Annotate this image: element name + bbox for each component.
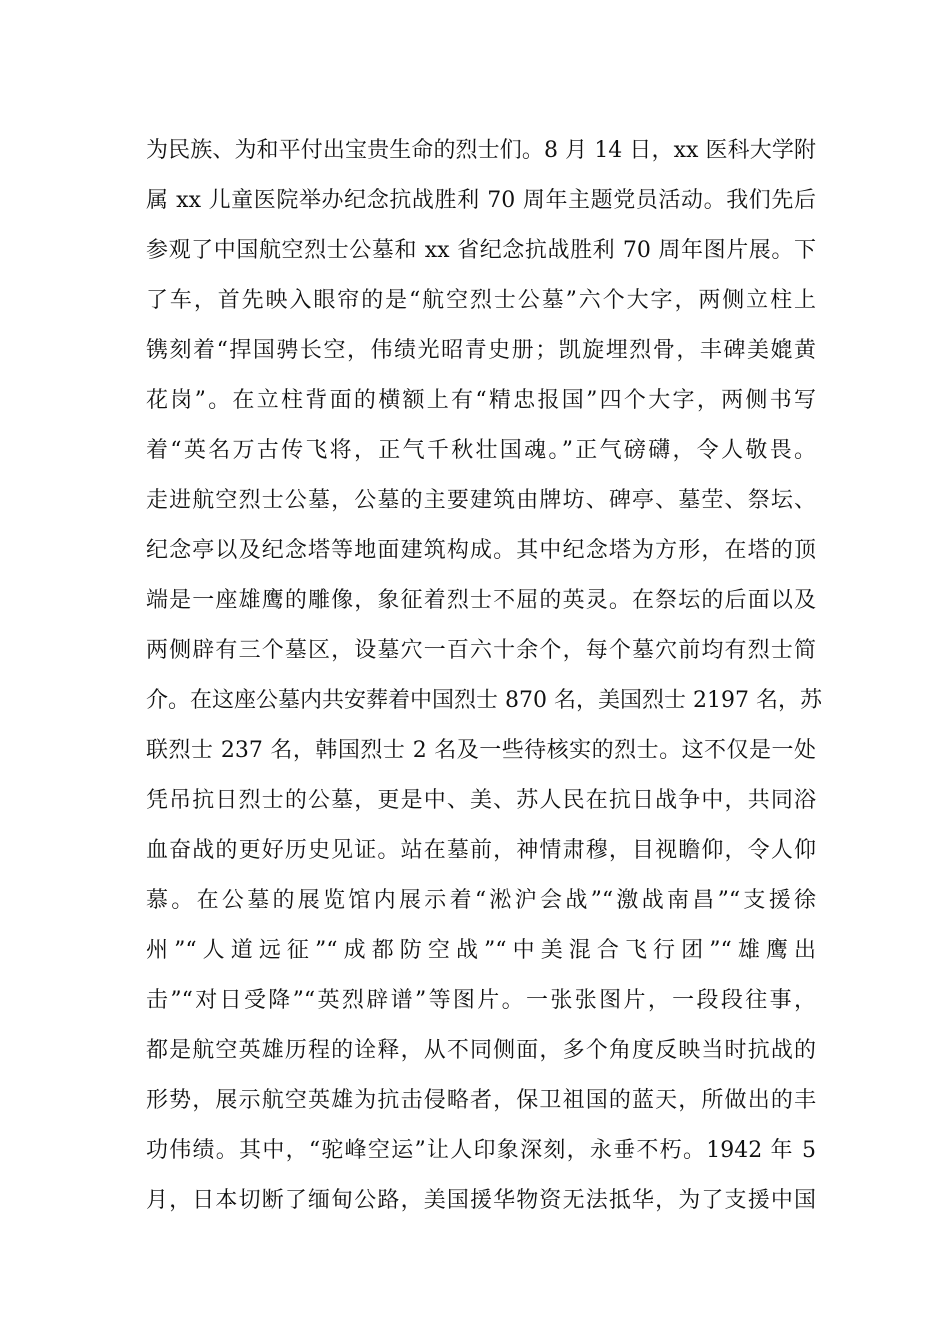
text-line: 着“英名万古传飞将，正气千秋壮国魂。”正气磅礴，令人敬畏。: [146, 438, 816, 463]
text-line: 两侧辟有三个墓区，设墓穴一百六十余个，每个墓穴前均有烈士简: [146, 638, 816, 663]
text-line: 州”“人道远征”“成都防空战”“中美混合飞行团”“雄鹰出: [146, 938, 816, 963]
text-line: 凭吊抗日烈士的公墓，更是中、美、苏人民在抗日战争中，共同浴: [146, 788, 816, 813]
text-line: 属 xx 儿童医院举办纪念抗战胜利 70 周年主题党员活动。我们先后: [146, 188, 816, 213]
text-line: 为民族、为和平付出宝贵生命的烈士们。8 月 14 日，xx 医科大学附: [146, 138, 816, 163]
text-line: 联烈士 237 名，韩国烈士 2 名及一些待核实的烈士。这不仅是一处: [146, 738, 816, 763]
text-line: 月，日本切断了缅甸公路，美国援华物资无法抵华，为了支援中国: [146, 1188, 816, 1213]
text-line: 了车，首先映入眼帘的是“航空烈士公墓”六个大字，两侧立柱上: [146, 288, 816, 313]
text-line: 慕。在公墓的展览馆内展示着“淞沪会战”“激战南昌”“支援徐: [146, 888, 816, 913]
text-line: 纪念亭以及纪念塔等地面建筑构成。其中纪念塔为方形，在塔的顶: [146, 538, 816, 563]
text-line: 花岗”。在立柱背面的横额上有“精忠报国”四个大字，两侧书写: [146, 388, 816, 413]
text-line: 走进航空烈士公墓，公墓的主要建筑由牌坊、碑亭、墓茔、祭坛、: [146, 488, 816, 513]
text-line: 形势，展示航空英雄为抗击侵略者，保卫祖国的蓝天，所做出的丰: [146, 1088, 816, 1113]
body-text: [146, 126, 822, 1226]
text-line: 镌刻着“捍国骋长空，伟绩光昭青史册；凯旋埋烈骨，丰碑美媲黄: [146, 338, 816, 363]
text-line: 击”“对日受降”“英烈辟谱”等图片。一张张图片，一段段往事，: [146, 988, 816, 1013]
text-line: 功伟绩。其中，“驼峰空运”让人印象深刻，永垂不朽。1942 年 5: [146, 1138, 816, 1163]
text-line: 端是一座雄鹰的雕像，象征着烈士不屈的英灵。在祭坛的后面以及: [146, 588, 816, 613]
text-line: 都是航空英雄历程的诠释，从不同侧面，多个角度反映当时抗战的: [146, 1038, 816, 1063]
text-line: 血奋战的更好历史见证。站在墓前，神情肃穆，目视瞻仰，令人仰: [146, 838, 816, 863]
text-line: 介。在这座公墓内共安葬着中国烈士 870 名，美国烈士 2197 名，苏: [146, 688, 822, 713]
text-line: 参观了中国航空烈士公墓和 xx 省纪念抗战胜利 70 周年图片展。下: [146, 238, 816, 263]
